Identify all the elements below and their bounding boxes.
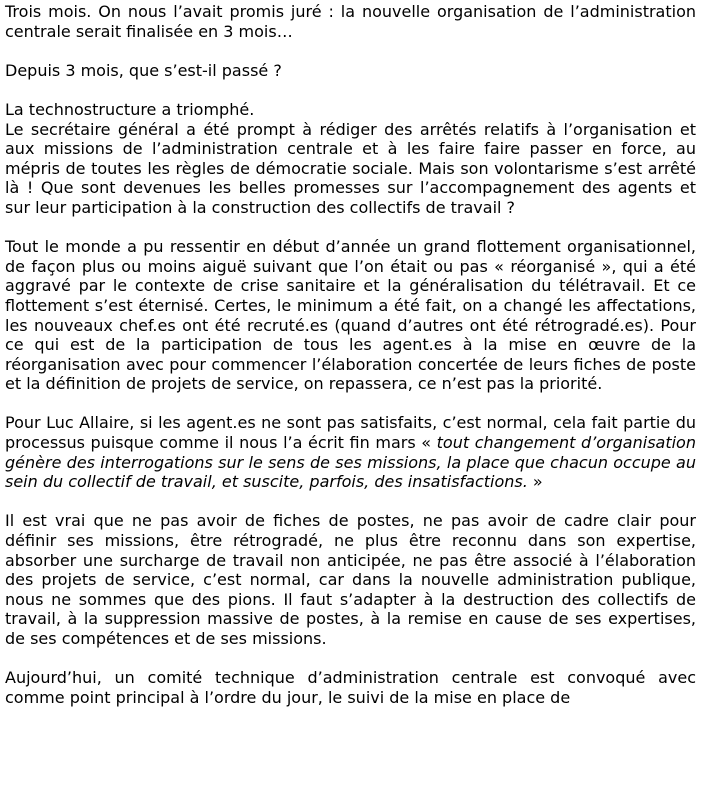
quote-close: » bbox=[527, 472, 543, 492]
paragraph-question: Depuis 3 mois, que s’est-il passé ? bbox=[5, 60, 282, 80]
paragraph-intro: Trois mois. On nous l’avait promis juré : la nouvelle organisation de l’administration centrale serait finalisée en 3 mois… bbox=[5, 2, 696, 41]
paragraph-comite-technique: Aujourd’hui, un comité technique d’administration centrale est convoqué avec comme point principal à l’ordre du jour, le suivi de la mise en place de bbox=[5, 668, 696, 707]
paragraph-luc-allaire bbox=[5, 413, 696, 491]
paragraph-secretaire-general: Le secrétaire général a été prompt à rédiger des arrêtés relatifs à l’organisation et aux missions de l’administration centrale et à les faire faire passer en force, au mépris de toutes les règles de démocratie sociale. Mais son volontarisme s’est arrêté là ! Que sont devenues les belles promesses sur l’accompagnement des agents et sur leur participation à la construction des collectifs de travail ? bbox=[5, 119, 696, 217]
quote-intro: Pour Luc Allaire, si les agent.es ne sont pas satisfaits, c’est normal, cela fait partie du processus puisque comme il nous l’a écrit fin mars « bbox=[5, 413, 696, 453]
paragraph-fiches-de-postes: Il est vrai que ne pas avoir de fiches de postes, ne pas avoir de cadre clair pour définir ses missions, être rétrogradé, ne plus être reconnu dans son expertise, absorber une surcharge de travail non anticipée, ne pas être associé à l’élaboration des projets de service, c’est normal, car dans la nouvelle administration publique, nous ne sommes que des pions. Il faut s’adapter à la destruction des collectifs de travail, à la suppression massive de postes, à la remise en cause de ses expertises, de ses compétences et de ses missions. bbox=[5, 511, 696, 648]
quote-text: tout changement d’organisation génère des interrogations sur le sens de ses missions, la place que chacun occupe au sein du collectif de travail, et suscite, parfois, des insatisfactions. bbox=[5, 433, 696, 492]
paragraph-technostructure: La technostructure a triomphé. bbox=[5, 99, 255, 119]
paragraph-flottement: Tout le monde a pu ressentir en début d’année un grand flottement organisationnel, de façon plus ou moins aiguë suivant que l’on était ou pas « réorganisé », qui a été aggravé par le contexte de crise sanitaire et la généralisation du télétravail. Et ce flottement s’est éternisé. Certes, le minimum a été fait, on a changé les affectations, les nouveaux chef.es ont été recruté.es (quand d’autres ont été rétrogradé.es). Pour ce qui est de la participation de tous les agent.es à la mise en œuvre de la réorganisation avec pour commencer l’élaboration concertée de leurs fiches de poste et la définition de projets de service, on repassera, ce n’est pas la priorité. bbox=[5, 237, 696, 394]
